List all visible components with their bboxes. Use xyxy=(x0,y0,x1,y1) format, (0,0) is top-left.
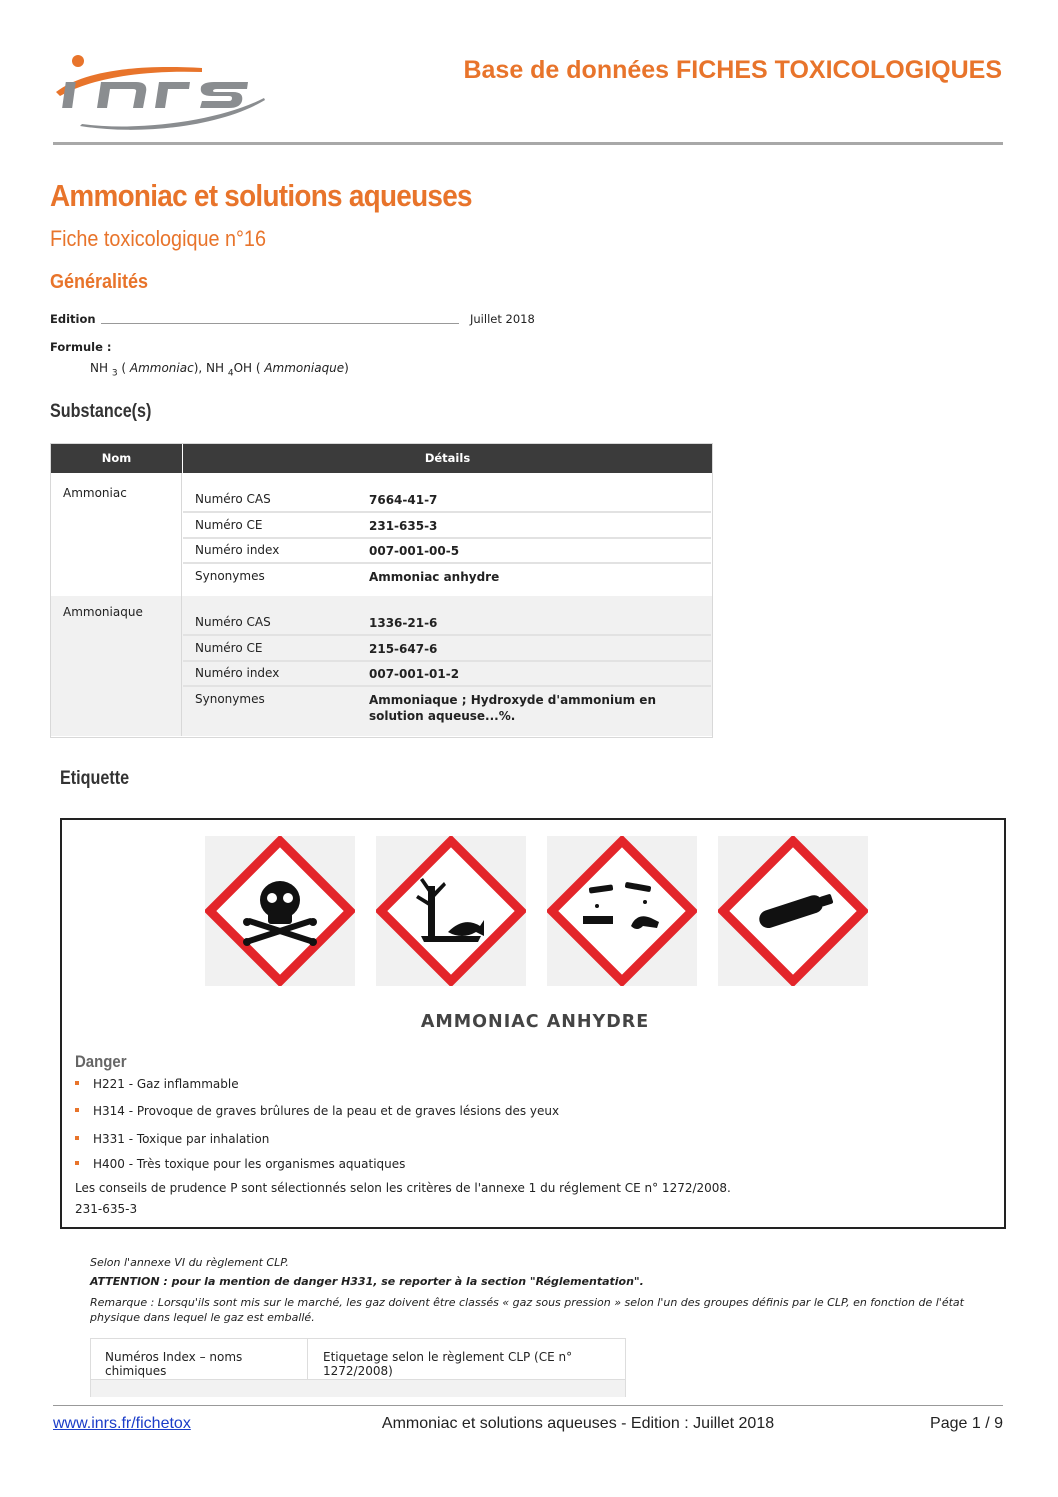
detail-row: Numéro index 007-001-01-2 xyxy=(183,660,711,687)
bullet-icon xyxy=(75,1081,79,1085)
ce-number: 231-635-3 xyxy=(75,1202,138,1216)
formule-label: Formule : xyxy=(50,340,112,354)
detail-row: Numéro CAS 1336-21-6 xyxy=(183,609,711,636)
detail-row: Synonymes Ammoniaque ; Hydroxyde d'ammonium en solution aqueuse...%. xyxy=(195,692,656,723)
substance-name: Ammoniac xyxy=(51,473,182,596)
column-header-details: Détails xyxy=(183,444,712,473)
substances-table xyxy=(50,443,713,738)
bullet-icon xyxy=(75,1161,79,1165)
label-product-name: AMMONIAC ANHYDRE xyxy=(420,1012,650,1032)
hazard-statement: H221 - Gaz inflammable xyxy=(75,1077,239,1091)
environment-icon xyxy=(376,836,526,986)
edition-label: Edition xyxy=(50,312,96,326)
section-heading-etiquette: Etiquette xyxy=(60,768,130,789)
column-header-etiquetage: Etiquetage selon le règlement CLP (CE n° 1272/2008) xyxy=(323,1350,573,1378)
header-divider xyxy=(53,142,1003,145)
formule-value: NH $_3$ ( Ammoniac), NH $_4$OH ( Ammoniaque) xyxy=(90,361,349,379)
corrosion-icon xyxy=(547,836,697,986)
prudence-text: Les conseils de prudence P sont sélectionnés selon les critères de l'annexe 1 du réglement CE n° 1272/2008. xyxy=(75,1181,731,1195)
footer-doc-title: Ammoniac et solutions aqueuses - Edition : Juillet 2018 xyxy=(381,1415,775,1432)
hazard-statement: H314 - Provoque de graves brûlures de la peau et de graves lésions des yeux xyxy=(75,1104,559,1118)
column-header-nom: Nom xyxy=(51,444,182,473)
footer-divider xyxy=(53,1405,1003,1406)
table-row xyxy=(51,596,712,736)
detail-row: Synonymes Ammoniac anhydre xyxy=(195,569,500,584)
inrs-logo xyxy=(52,52,267,132)
note-attention: ATTENTION : pour la mention de danger H331, se reporter à la section "Réglementation". xyxy=(90,1275,644,1288)
page-title: Ammoniac et solutions aqueuses xyxy=(50,178,472,213)
page-number: Page 1 / 9 xyxy=(930,1415,1003,1432)
substance-name: Ammoniaque xyxy=(51,596,182,736)
hazard-statement: H331 - Toxique par inhalation xyxy=(75,1132,269,1146)
signal-word: Danger xyxy=(75,1052,127,1071)
detail-row: Numéro CE 215-647-6 xyxy=(183,635,711,662)
bullet-icon xyxy=(75,1108,79,1112)
note-annexe: Selon l'annexe VI du règlement CLP. xyxy=(90,1256,289,1269)
bullet-icon xyxy=(75,1136,79,1140)
table-row xyxy=(91,1379,625,1397)
detail-row: Numéro CAS 7664-41-7 xyxy=(183,486,711,513)
hazard-label xyxy=(60,818,1006,1229)
skull-crossbones-icon xyxy=(205,836,355,986)
hazard-statement: H400 - Très toxique pour les organismes aquatiques xyxy=(75,1157,405,1171)
section-heading-generalites: Généralités xyxy=(50,271,149,293)
column-header-index: Numéros Index – noms chimiques xyxy=(91,1339,308,1379)
database-title: Base de données FICHES TOXICOLOGIQUES xyxy=(463,56,1002,84)
detail-row: Numéro CE 231-635-3 xyxy=(183,512,711,539)
note-remarque: Remarque : Lorsqu'ils sont mis sur le marché, les gaz doivent être classés « gaz sous pression » selon l'un des groupes définis par le CLP, en fonction de l'état physique dans lequel le gaz est emballé. xyxy=(90,1296,964,1324)
edition-leader-line xyxy=(101,323,459,324)
detail-row: Numéro index 007-001-00-5 xyxy=(183,537,711,564)
gas-cylinder-icon xyxy=(718,836,868,986)
page-subtitle: Fiche toxicologique n°16 xyxy=(50,226,266,251)
index-table xyxy=(90,1338,626,1397)
edition-value: Juillet 2018 xyxy=(470,312,535,326)
section-heading-substances: Substance(s) xyxy=(50,401,152,422)
footer-link[interactable]: www.inrs.fr/fichetox xyxy=(53,1415,191,1432)
table-row xyxy=(51,473,712,596)
